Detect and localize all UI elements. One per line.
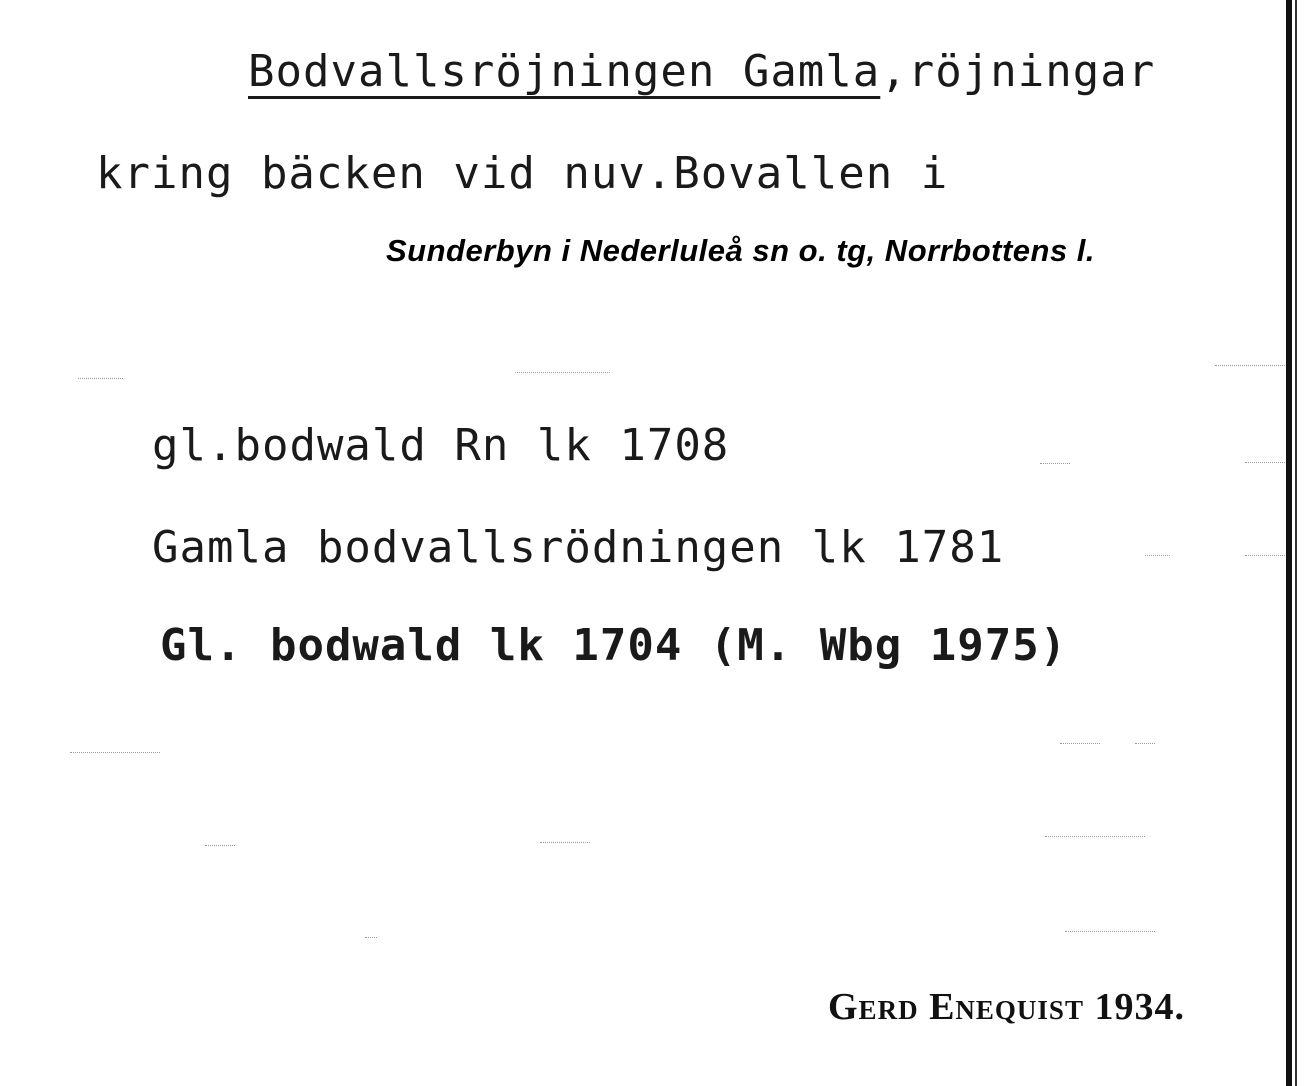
historical-entry-3: Gl. bodwald lk 1704 (M. Wbg 1975) bbox=[160, 620, 1068, 671]
scan-speck bbox=[1045, 836, 1145, 838]
scan-speck bbox=[78, 378, 123, 380]
scan-speck bbox=[1245, 555, 1285, 557]
scan-speck bbox=[205, 845, 235, 847]
author-signature: Gerd Enequist 1934. bbox=[828, 986, 1185, 1028]
description-line: kring bäcken vid nuv.Bovallen i bbox=[96, 148, 949, 199]
card-right-edge-thin bbox=[1295, 0, 1297, 1086]
heading-place-name: Bodvallsröjningen Gamla bbox=[248, 46, 881, 97]
scan-speck bbox=[70, 752, 160, 754]
historical-entry-2: Gamla bodvallsrödningen lk 1781 bbox=[152, 522, 1005, 573]
scan-speck bbox=[1135, 743, 1155, 745]
scan-speck bbox=[540, 842, 590, 844]
card-right-edge bbox=[1286, 0, 1292, 1086]
scan-speck bbox=[1060, 743, 1100, 745]
scan-speck bbox=[1145, 555, 1170, 557]
location-stamp: Sunderbyn i Nederluleå sn o. tg, Norrbottens l. bbox=[386, 233, 1096, 268]
heading-description: ,röjningar bbox=[880, 46, 1156, 97]
scan-speck bbox=[1040, 463, 1070, 465]
scan-speck bbox=[1215, 365, 1285, 367]
scan-speck bbox=[1245, 462, 1285, 464]
card-heading bbox=[248, 46, 1156, 97]
historical-entry-1: gl.bodwald Rn lk 1708 bbox=[152, 420, 730, 471]
scan-speck bbox=[365, 937, 377, 939]
scan-speck bbox=[515, 372, 610, 374]
scan-speck bbox=[1065, 931, 1155, 933]
